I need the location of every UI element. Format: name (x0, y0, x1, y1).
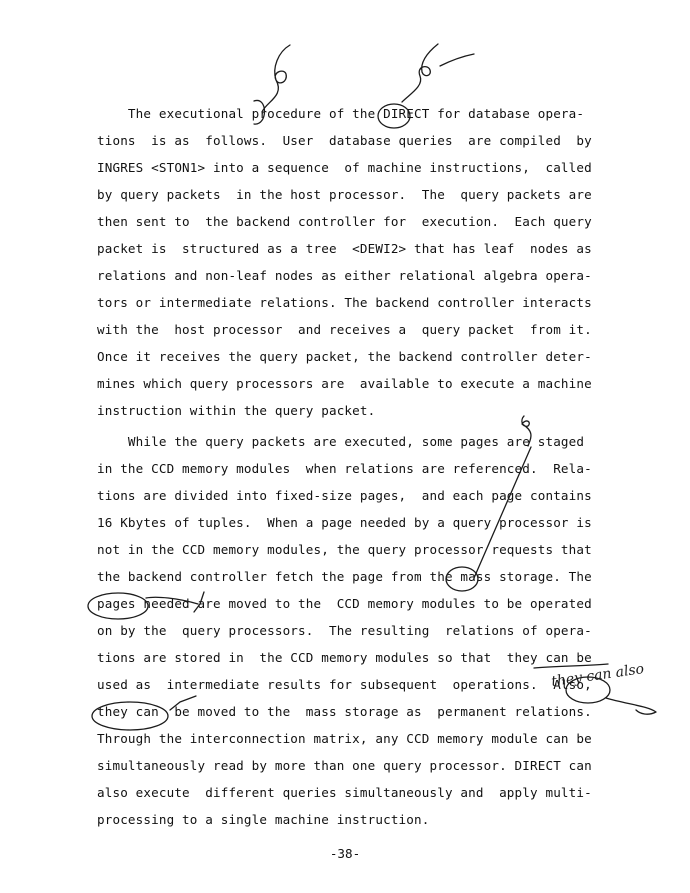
text-line: tions is as follows. User database queries are compiled by (97, 133, 592, 148)
text-line: with the host processor and receives a query packet from it. (97, 322, 592, 337)
text-line: tions are divided into fixed-size pages, and each page contains (97, 488, 592, 503)
text-line: used as intermediate results for subsequent operations. Also, (97, 677, 592, 692)
text-line: in the CCD memory modules when relations are referenced. Rela- (97, 461, 592, 476)
text-line: instruction within the query packet. (97, 403, 376, 418)
text-line: by query packets in the host processor. The query packets are (97, 187, 592, 202)
text-line: pages needed are moved to the CCD memory modules to be operated (97, 596, 592, 611)
text-line: then sent to the backend controller for execution. Each query (97, 214, 592, 229)
text-line: tors or intermediate relations. The backend controller interacts (97, 295, 592, 310)
text-line: The executional procedure of the DIRECT for database opera- (97, 106, 585, 121)
delete-mark (606, 698, 656, 714)
text-line: they can be moved to the mass storage as permanent relations. (97, 704, 592, 719)
text-line: on by the query processors. The resulting relations of opera- (97, 623, 592, 638)
text-line: INGRES <STON1> into a sequence of machine instructions, called (97, 160, 592, 175)
text-line: tions are stored in the CCD memory modules so that they can be (97, 650, 592, 665)
text-line: Through the interconnection matrix, any CCD memory module can be (97, 731, 592, 746)
handwritten-note: they can also (550, 661, 646, 690)
delete-mark (440, 54, 474, 66)
text-line: packet is structured as a tree <DEWI2> that has leaf nodes as (97, 241, 592, 256)
text-line: While the query packets are executed, some pages are staged (97, 434, 585, 449)
page-number: -38- (329, 846, 361, 861)
text-line: 16 Kbytes of tuples. When a page needed by a query processor is (97, 515, 592, 530)
text-line: not in the CCD memory modules, the query processor requests that (97, 542, 592, 557)
text-line: also execute different queries simultaneously and apply multi- (97, 785, 592, 800)
delete-mark (402, 44, 438, 102)
text-line: Once it receives the query packet, the backend controller deter- (97, 349, 592, 364)
text-line: simultaneously read by more than one query processor. DIRECT can (97, 758, 592, 773)
text-line: the backend controller fetch the page from the mass storage. The (97, 569, 592, 584)
text-line: processing to a single machine instruction. (97, 812, 430, 827)
text-line: relations and non-leaf nodes as either relational algebra opera- (97, 268, 592, 283)
text-line: mines which query processors are available to execute a machine (97, 376, 592, 391)
delete-mark (262, 45, 290, 112)
